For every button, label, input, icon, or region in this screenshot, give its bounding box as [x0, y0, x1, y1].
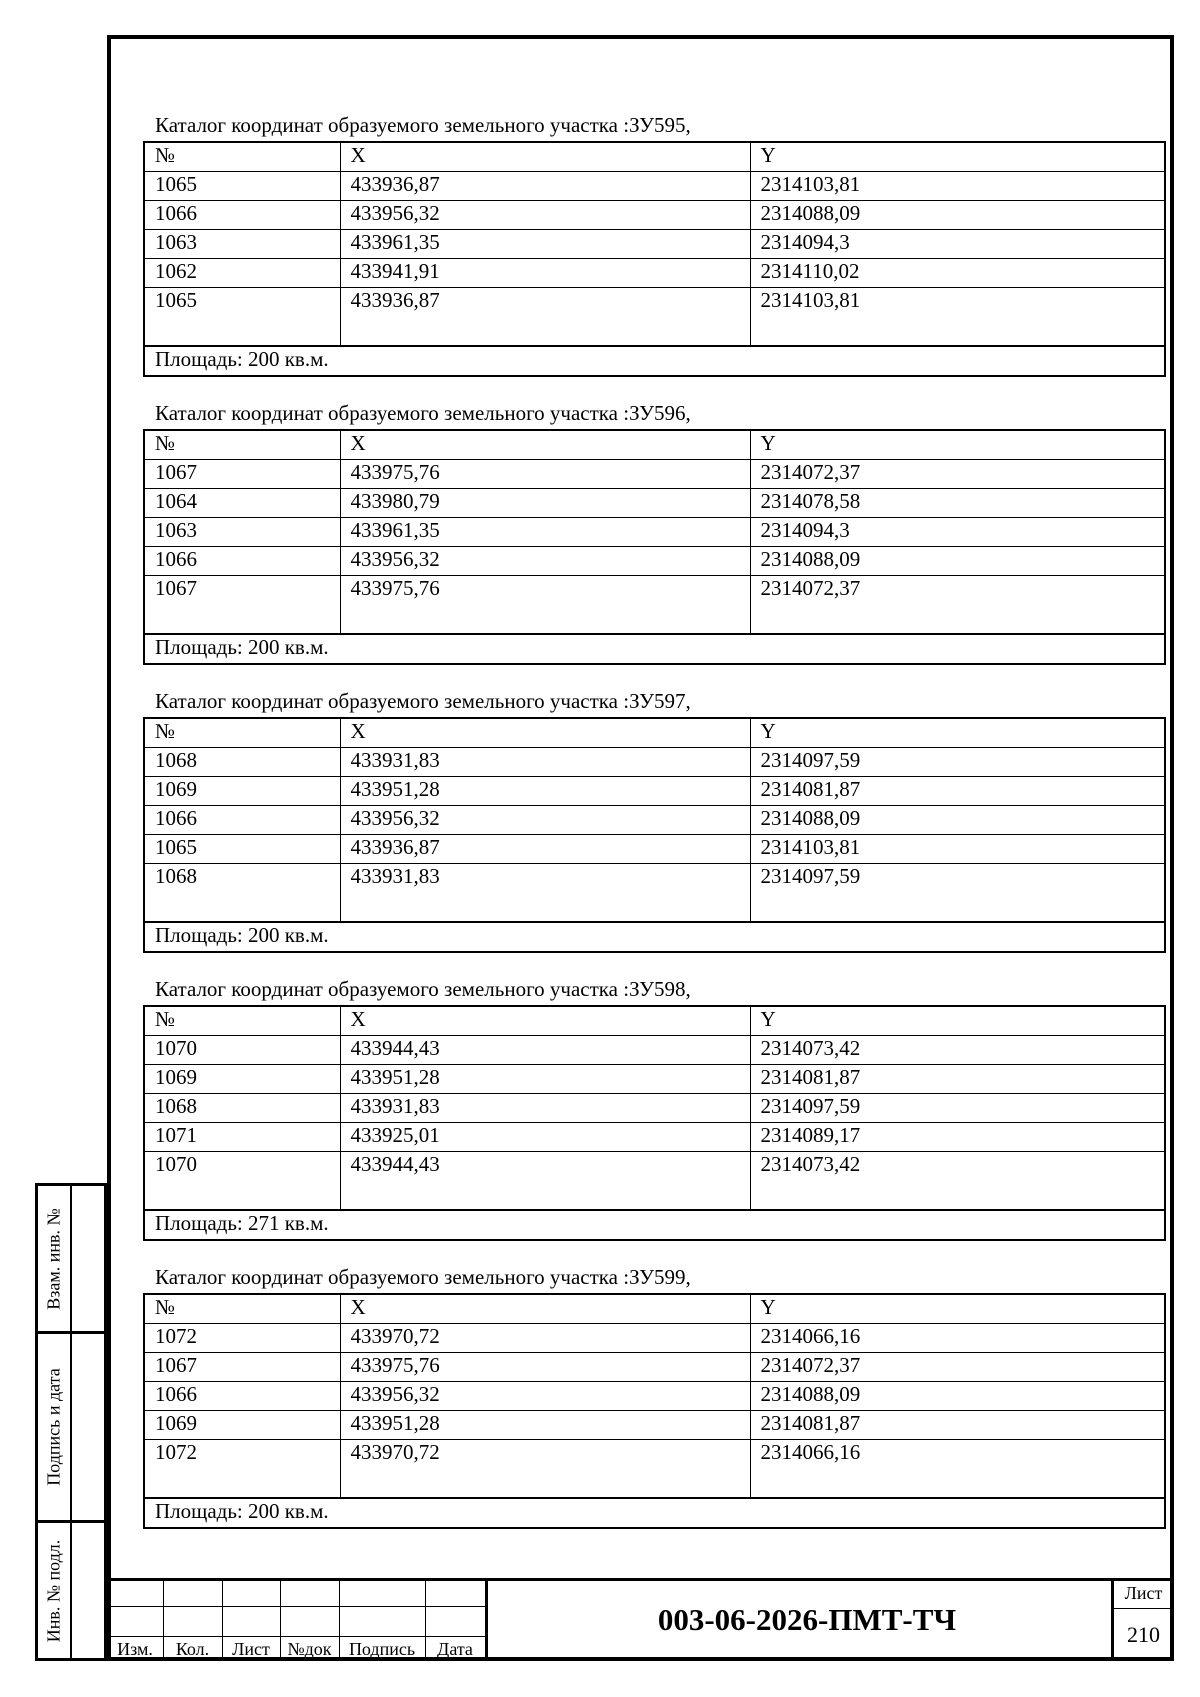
coordinate-catalog: [143, 689, 1164, 953]
x-coordinate-cell: 433961,35: [340, 230, 750, 259]
column-header: №: [144, 718, 340, 748]
point-number-cell: 1066: [144, 201, 340, 230]
table-row: [144, 460, 1165, 489]
col-ndok: №док: [287, 1639, 332, 1659]
area-row: [144, 922, 1165, 952]
side-stamp: [35, 1183, 107, 1661]
y-coordinate-cell: 2314089,17: [750, 1123, 1165, 1152]
y-coordinate-cell: 2314097,59: [750, 1094, 1165, 1123]
table-row: [144, 1382, 1165, 1411]
table-row: [144, 1411, 1165, 1440]
x-coordinate-cell: 433931,83: [340, 864, 750, 923]
coordinate-catalog: [143, 977, 1164, 1241]
point-number-cell: 1069: [144, 1065, 340, 1094]
point-number-cell: 1066: [144, 806, 340, 835]
table-row: [144, 1065, 1165, 1094]
column-header: X: [340, 430, 750, 460]
x-coordinate-cell: 433931,83: [340, 1094, 750, 1123]
point-number-cell: 1068: [144, 748, 340, 777]
column-header: №: [144, 430, 340, 460]
point-number-cell: 1065: [144, 835, 340, 864]
y-coordinate-cell: 2314066,16: [750, 1324, 1165, 1353]
column-header: №: [144, 142, 340, 172]
col-kol: Кол.: [175, 1639, 210, 1659]
point-number-cell: 1063: [144, 518, 340, 547]
area-row: [144, 634, 1165, 664]
point-number-cell: 1071: [144, 1123, 340, 1152]
x-coordinate-cell: 433936,87: [340, 288, 750, 347]
catalog-title: Каталог координат образуемого земельного участка :ЗУ598,: [155, 977, 691, 1001]
col-data: Дата: [437, 1639, 473, 1659]
column-header: Y: [750, 1006, 1165, 1036]
point-number-cell: 1064: [144, 489, 340, 518]
point-number-cell: 1072: [144, 1440, 340, 1499]
x-coordinate-cell: 433925,01: [340, 1123, 750, 1152]
table-row: [144, 201, 1165, 230]
point-number-cell: 1066: [144, 1382, 340, 1411]
x-coordinate-cell: 433970,72: [340, 1324, 750, 1353]
point-number-cell: 1065: [144, 172, 340, 201]
sheet-label: Лист: [1124, 1583, 1163, 1603]
column-header: Y: [750, 718, 1165, 748]
y-coordinate-cell: 2314088,09: [750, 201, 1165, 230]
column-header: X: [340, 142, 750, 172]
table-header-row: [144, 1006, 1165, 1036]
side-cell-inv: [38, 1523, 104, 1658]
column-header: Y: [750, 430, 1165, 460]
y-coordinate-cell: 2314073,42: [750, 1036, 1165, 1065]
side-cell-vzam: [38, 1186, 104, 1331]
x-coordinate-cell: 433951,28: [340, 777, 750, 806]
y-coordinate-cell: 2314088,09: [750, 1382, 1165, 1411]
table-row: [144, 1353, 1165, 1382]
column-header: X: [340, 1006, 750, 1036]
x-coordinate-cell: 433975,76: [340, 460, 750, 489]
y-coordinate-cell: 2314103,81: [750, 835, 1165, 864]
y-coordinate-cell: 2314078,58: [750, 489, 1165, 518]
y-coordinate-cell: 2314081,87: [750, 777, 1165, 806]
x-coordinate-cell: 433951,28: [340, 1411, 750, 1440]
table-row: [144, 835, 1165, 864]
side-label-podpis: Подпись и дата: [43, 1368, 64, 1486]
x-coordinate-cell: 433956,32: [340, 1382, 750, 1411]
y-coordinate-cell: 2314094,3: [750, 518, 1165, 547]
area-value: Площадь: 271 кв.м.: [144, 1210, 1165, 1240]
point-number-cell: 1062: [144, 259, 340, 288]
coordinate-catalog: [143, 113, 1164, 377]
y-coordinate-cell: 2314081,87: [750, 1065, 1165, 1094]
table-header-row: [144, 1294, 1165, 1324]
table-row: [144, 748, 1165, 777]
column-header: X: [340, 718, 750, 748]
coordinates-table: [143, 141, 1166, 377]
column-header: №: [144, 1294, 340, 1324]
area-value: Площадь: 200 кв.м.: [144, 1498, 1165, 1528]
x-coordinate-cell: 433956,32: [340, 201, 750, 230]
table-row: [144, 806, 1165, 835]
point-number-cell: 1070: [144, 1152, 340, 1211]
x-coordinate-cell: 433944,43: [340, 1036, 750, 1065]
x-coordinate-cell: 433931,83: [340, 748, 750, 777]
point-number-cell: 1067: [144, 576, 340, 635]
coordinates-table: [143, 717, 1166, 953]
table-row: [144, 1036, 1165, 1065]
table-row: [144, 1324, 1165, 1353]
y-coordinate-cell: 2314081,87: [750, 1411, 1165, 1440]
table-row: [144, 777, 1165, 806]
side-cell-podpis: [38, 1334, 104, 1520]
column-header: Y: [750, 142, 1165, 172]
document-code: 003-06-2026-ПМТ-ТЧ: [657, 1601, 957, 1637]
y-coordinate-cell: 2314072,37: [750, 576, 1165, 635]
y-coordinate-cell: 2314097,59: [750, 864, 1165, 923]
catalog-title: Каталог координат образуемого земельного участка :ЗУ597,: [155, 689, 691, 713]
side-label-inv: Инв. № подл.: [43, 1539, 64, 1642]
y-coordinate-cell: 2314110,02: [750, 259, 1165, 288]
x-coordinate-cell: 433956,32: [340, 806, 750, 835]
catalog-title: Каталог координат образуемого земельного участка :ЗУ599,: [155, 1265, 691, 1289]
coordinate-catalog: [143, 1265, 1164, 1529]
x-coordinate-cell: 433936,87: [340, 835, 750, 864]
y-coordinate-cell: 2314097,59: [750, 748, 1165, 777]
col-list: Лист: [232, 1639, 270, 1659]
catalog-title: Каталог координат образуемого земельного участка :ЗУ595,: [155, 113, 691, 137]
catalog-title: Каталог координат образуемого земельного участка :ЗУ596,: [155, 401, 691, 425]
column-header: №: [144, 1006, 340, 1036]
area-value: Площадь: 200 кв.м.: [144, 346, 1165, 376]
point-number-cell: 1067: [144, 1353, 340, 1382]
x-coordinate-cell: 433941,91: [340, 259, 750, 288]
column-header: X: [340, 1294, 750, 1324]
table-row: [144, 288, 1165, 347]
point-number-cell: 1065: [144, 288, 340, 347]
area-row: [144, 1498, 1165, 1528]
point-number-cell: 1069: [144, 777, 340, 806]
table-row: [144, 576, 1165, 635]
column-header: Y: [750, 1294, 1165, 1324]
x-coordinate-cell: 433944,43: [340, 1152, 750, 1211]
table-header-row: [144, 718, 1165, 748]
x-coordinate-cell: 433970,72: [340, 1440, 750, 1499]
x-coordinate-cell: 433936,87: [340, 172, 750, 201]
point-number-cell: 1066: [144, 547, 340, 576]
area-row: [144, 1210, 1165, 1240]
table-row: [144, 489, 1165, 518]
table-row: [144, 259, 1165, 288]
area-row: [144, 346, 1165, 376]
table-header-row: [144, 142, 1165, 172]
y-coordinate-cell: 2314103,81: [750, 288, 1165, 347]
table-row: [144, 1094, 1165, 1123]
point-number-cell: 1067: [144, 460, 340, 489]
x-coordinate-cell: 433975,76: [340, 576, 750, 635]
table-row: [144, 230, 1165, 259]
y-coordinate-cell: 2314088,09: [750, 547, 1165, 576]
x-coordinate-cell: 433951,28: [340, 1065, 750, 1094]
area-value: Площадь: 200 кв.м.: [144, 634, 1165, 664]
point-number-cell: 1070: [144, 1036, 340, 1065]
area-value: Площадь: 200 кв.м.: [144, 922, 1165, 952]
sheet-number: 210: [1127, 1622, 1160, 1647]
y-coordinate-cell: 2314103,81: [750, 172, 1165, 201]
coordinates-table: [143, 1005, 1166, 1241]
point-number-cell: 1072: [144, 1324, 340, 1353]
point-number-cell: 1068: [144, 864, 340, 923]
point-number-cell: 1068: [144, 1094, 340, 1123]
y-coordinate-cell: 2314088,09: [750, 806, 1165, 835]
coordinate-catalog: [143, 401, 1164, 665]
y-coordinate-cell: 2314072,37: [750, 460, 1165, 489]
x-coordinate-cell: 433975,76: [340, 1353, 750, 1382]
table-header-row: [144, 430, 1165, 460]
x-coordinate-cell: 433961,35: [340, 518, 750, 547]
x-coordinate-cell: 433956,32: [340, 547, 750, 576]
coordinates-table: [143, 429, 1166, 665]
table-row: [144, 1440, 1165, 1499]
coordinates-table: [143, 1293, 1166, 1529]
table-row: [144, 1123, 1165, 1152]
table-row: [144, 1152, 1165, 1211]
y-coordinate-cell: 2314072,37: [750, 1353, 1165, 1382]
table-row: [144, 172, 1165, 201]
col-podpis: Подпись: [348, 1639, 416, 1659]
side-label-vzam: Взам. инв. №: [43, 1207, 64, 1310]
table-row: [144, 518, 1165, 547]
point-number-cell: 1063: [144, 230, 340, 259]
title-block: [107, 1578, 1174, 1661]
x-coordinate-cell: 433980,79: [340, 489, 750, 518]
y-coordinate-cell: 2314094,3: [750, 230, 1165, 259]
table-row: [144, 547, 1165, 576]
y-coordinate-cell: 2314066,16: [750, 1440, 1165, 1499]
point-number-cell: 1069: [144, 1411, 340, 1440]
col-izm: Изм.: [117, 1639, 153, 1659]
table-row: [144, 864, 1165, 923]
y-coordinate-cell: 2314073,42: [750, 1152, 1165, 1211]
